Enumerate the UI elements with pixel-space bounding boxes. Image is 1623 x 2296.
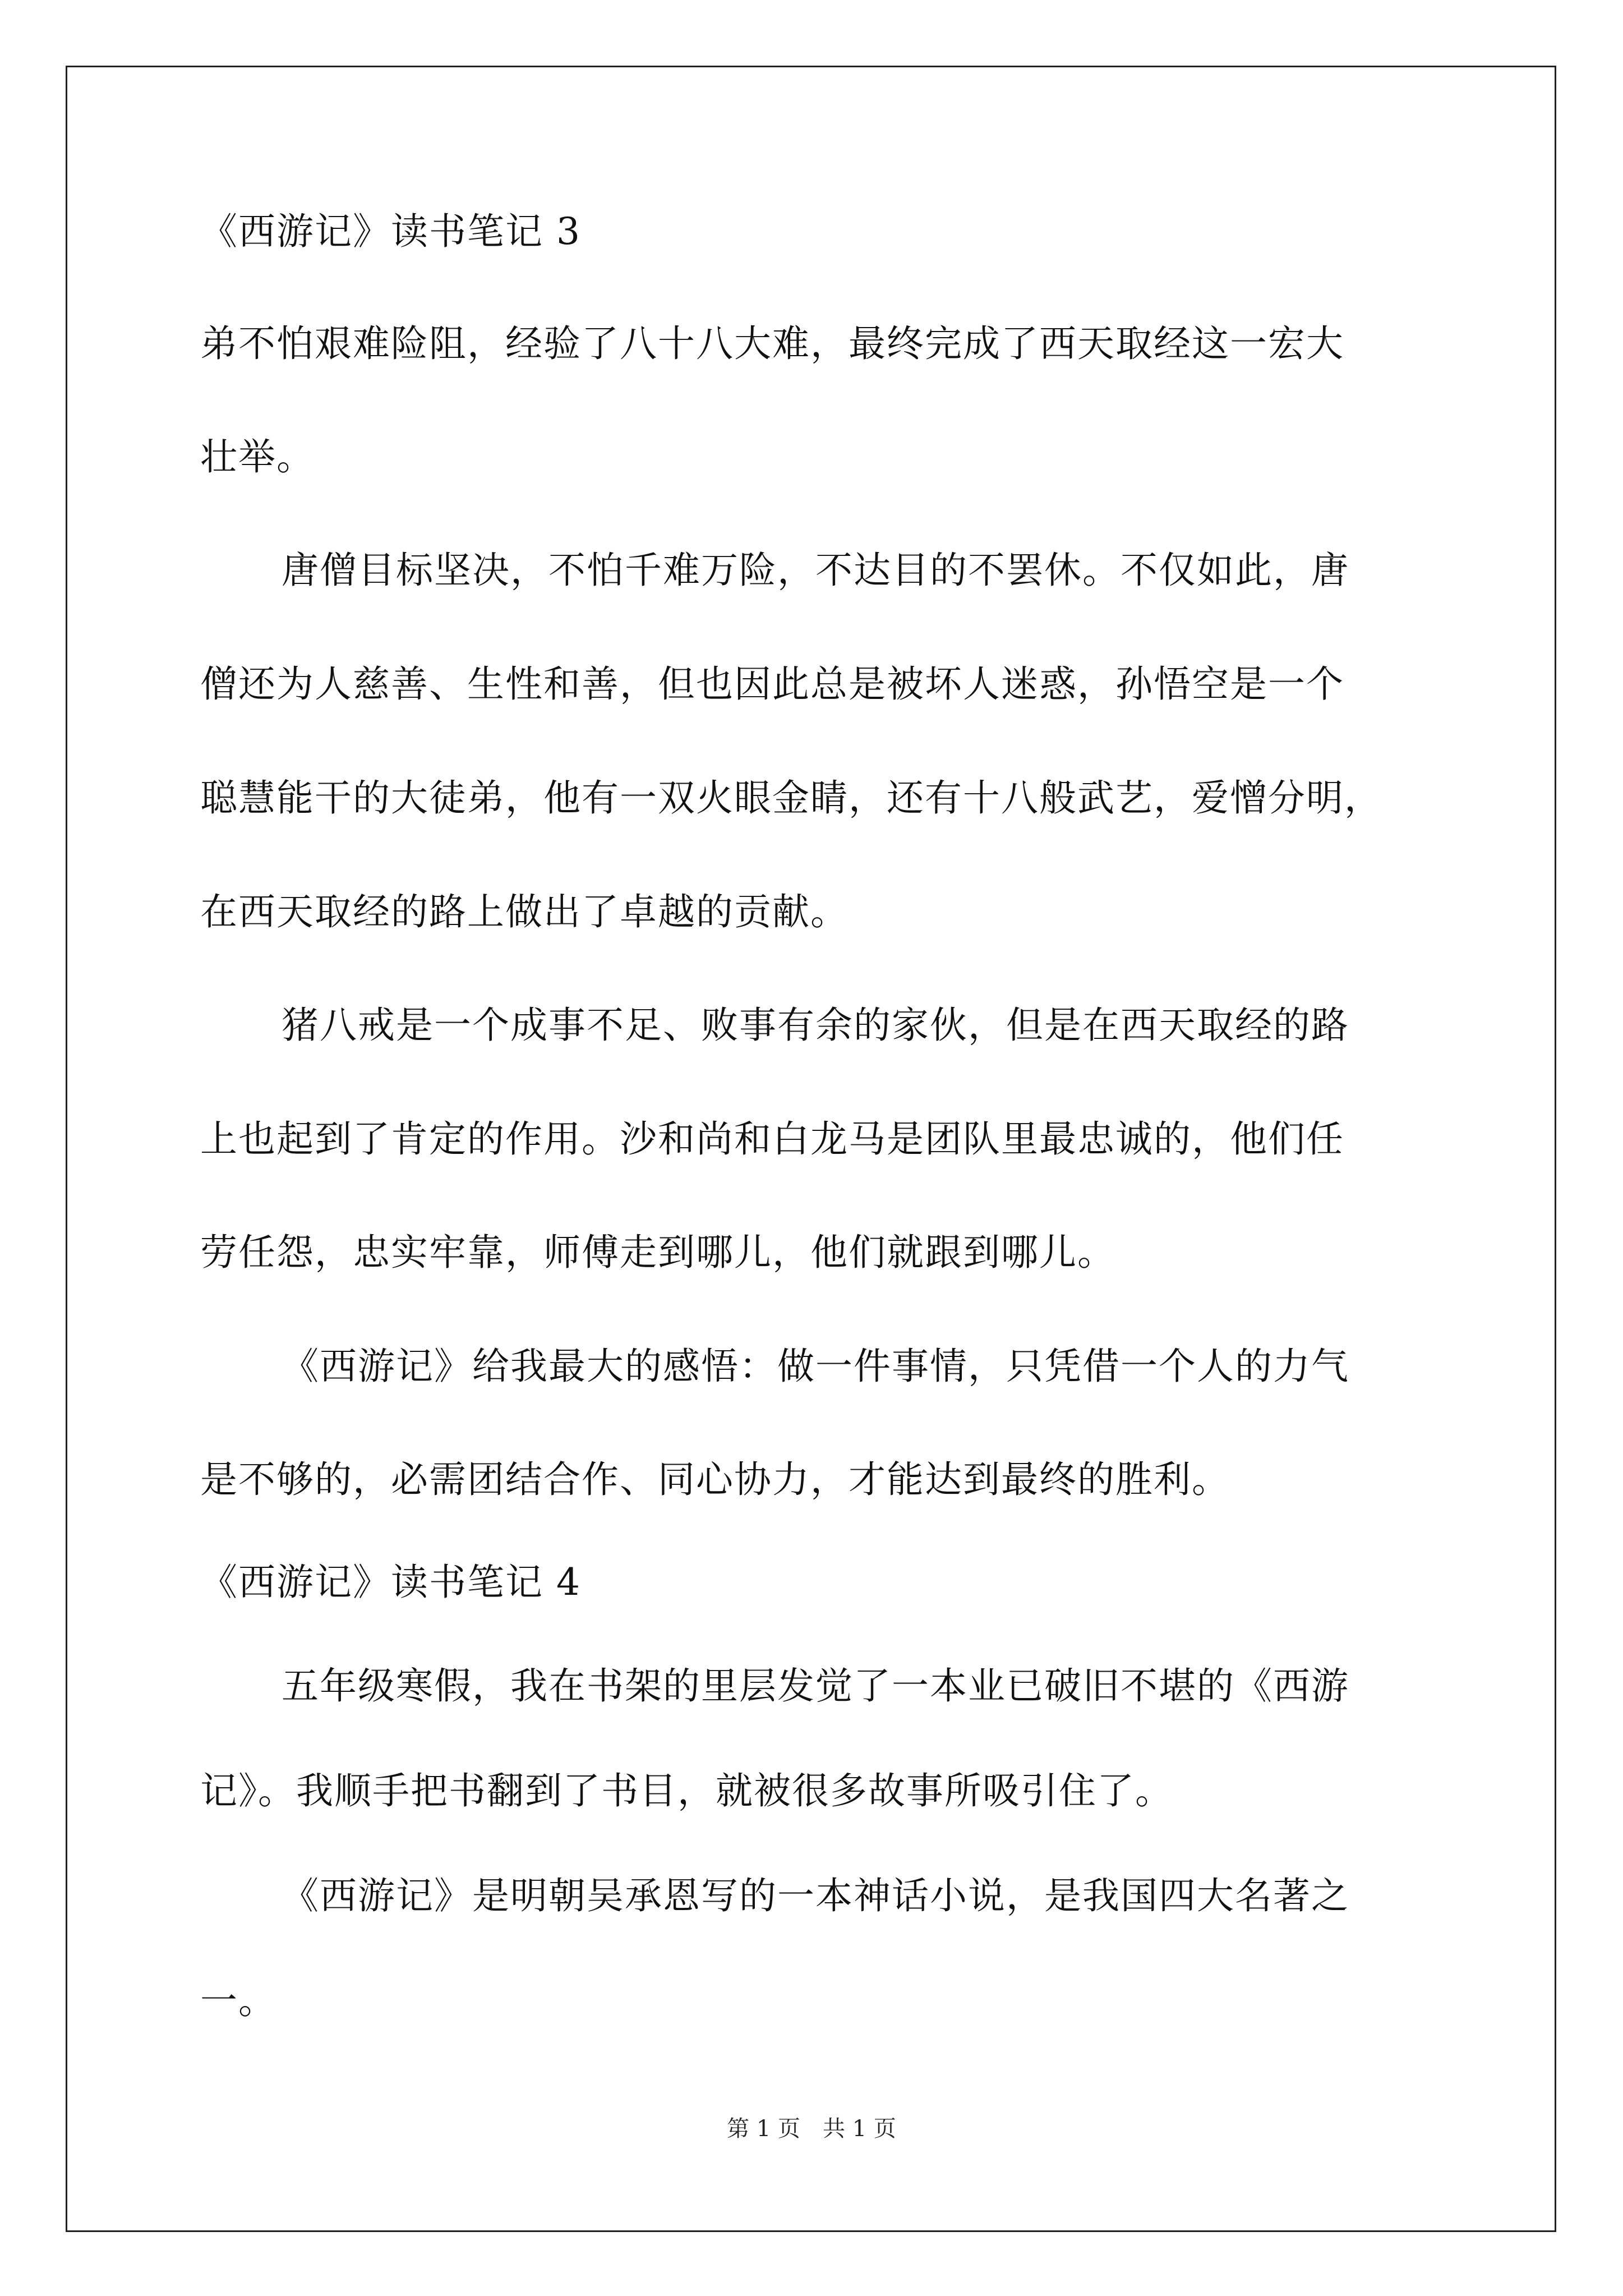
paragraph-line: 猪八戒是一个成事不足、败事有余的家伙，但是在西天取经的路 bbox=[282, 1004, 1349, 1047]
paragraph-line: 上也起到了肯定的作用。沙和尚和白龙马是团队里最忠诚的，他们任 bbox=[200, 1117, 1344, 1161]
section-heading-3: 《西游记》读书笔记 3 bbox=[200, 210, 581, 253]
section-heading-4: 《西游记》读书笔记 4 bbox=[200, 1561, 581, 1604]
paragraph-line: 一。 bbox=[200, 1979, 276, 2022]
paragraph-line: 弟不怕艰难险阻，经验了八十八大难，最终完成了西天取经这一宏大 bbox=[200, 322, 1344, 365]
page-number-footer: 第 1 页 共 1 页 bbox=[727, 2116, 896, 2142]
paragraph-line: 记》。我顺手把书翻到了书目，就被很多故事所吸引住了。 bbox=[200, 1769, 1173, 1812]
paragraph-line: 聪慧能干的大徒弟，他有一双火眼金睛，还有十八般武艺，爱憎分明， bbox=[200, 776, 1382, 820]
paragraph-line: 劳任怨，忠实牢靠，师傅走到哪儿，他们就跟到哪儿。 bbox=[200, 1231, 1115, 1274]
paragraph-line: 唐僧目标坚决，不怕千难万险，不达目的不罢休。不仅如此，唐 bbox=[282, 549, 1349, 592]
paragraph-line: 五年级寒假，我在书架的里层发觉了一本业已破旧不堪的《西游 bbox=[282, 1664, 1349, 1708]
paragraph-line: 僧还为人慈善、生性和善，但也因此总是被坏人迷惑，孙悟空是一个 bbox=[200, 662, 1344, 706]
paragraph-line: 《西游记》给我最大的感悟：做一件事情，只凭借一个人的力气 bbox=[282, 1345, 1349, 1388]
paragraph-line: 壮举。 bbox=[200, 435, 315, 478]
paragraph-line: 在西天取经的路上做出了卓越的贡献。 bbox=[200, 890, 849, 933]
paragraph-line: 《西游记》是明朝吴承恩写的一本神话小说，是我国四大名著之 bbox=[282, 1874, 1349, 1917]
paragraph-line: 是不够的，必需团结合作、同心协力，才能达到最终的胜利。 bbox=[200, 1458, 1230, 1501]
